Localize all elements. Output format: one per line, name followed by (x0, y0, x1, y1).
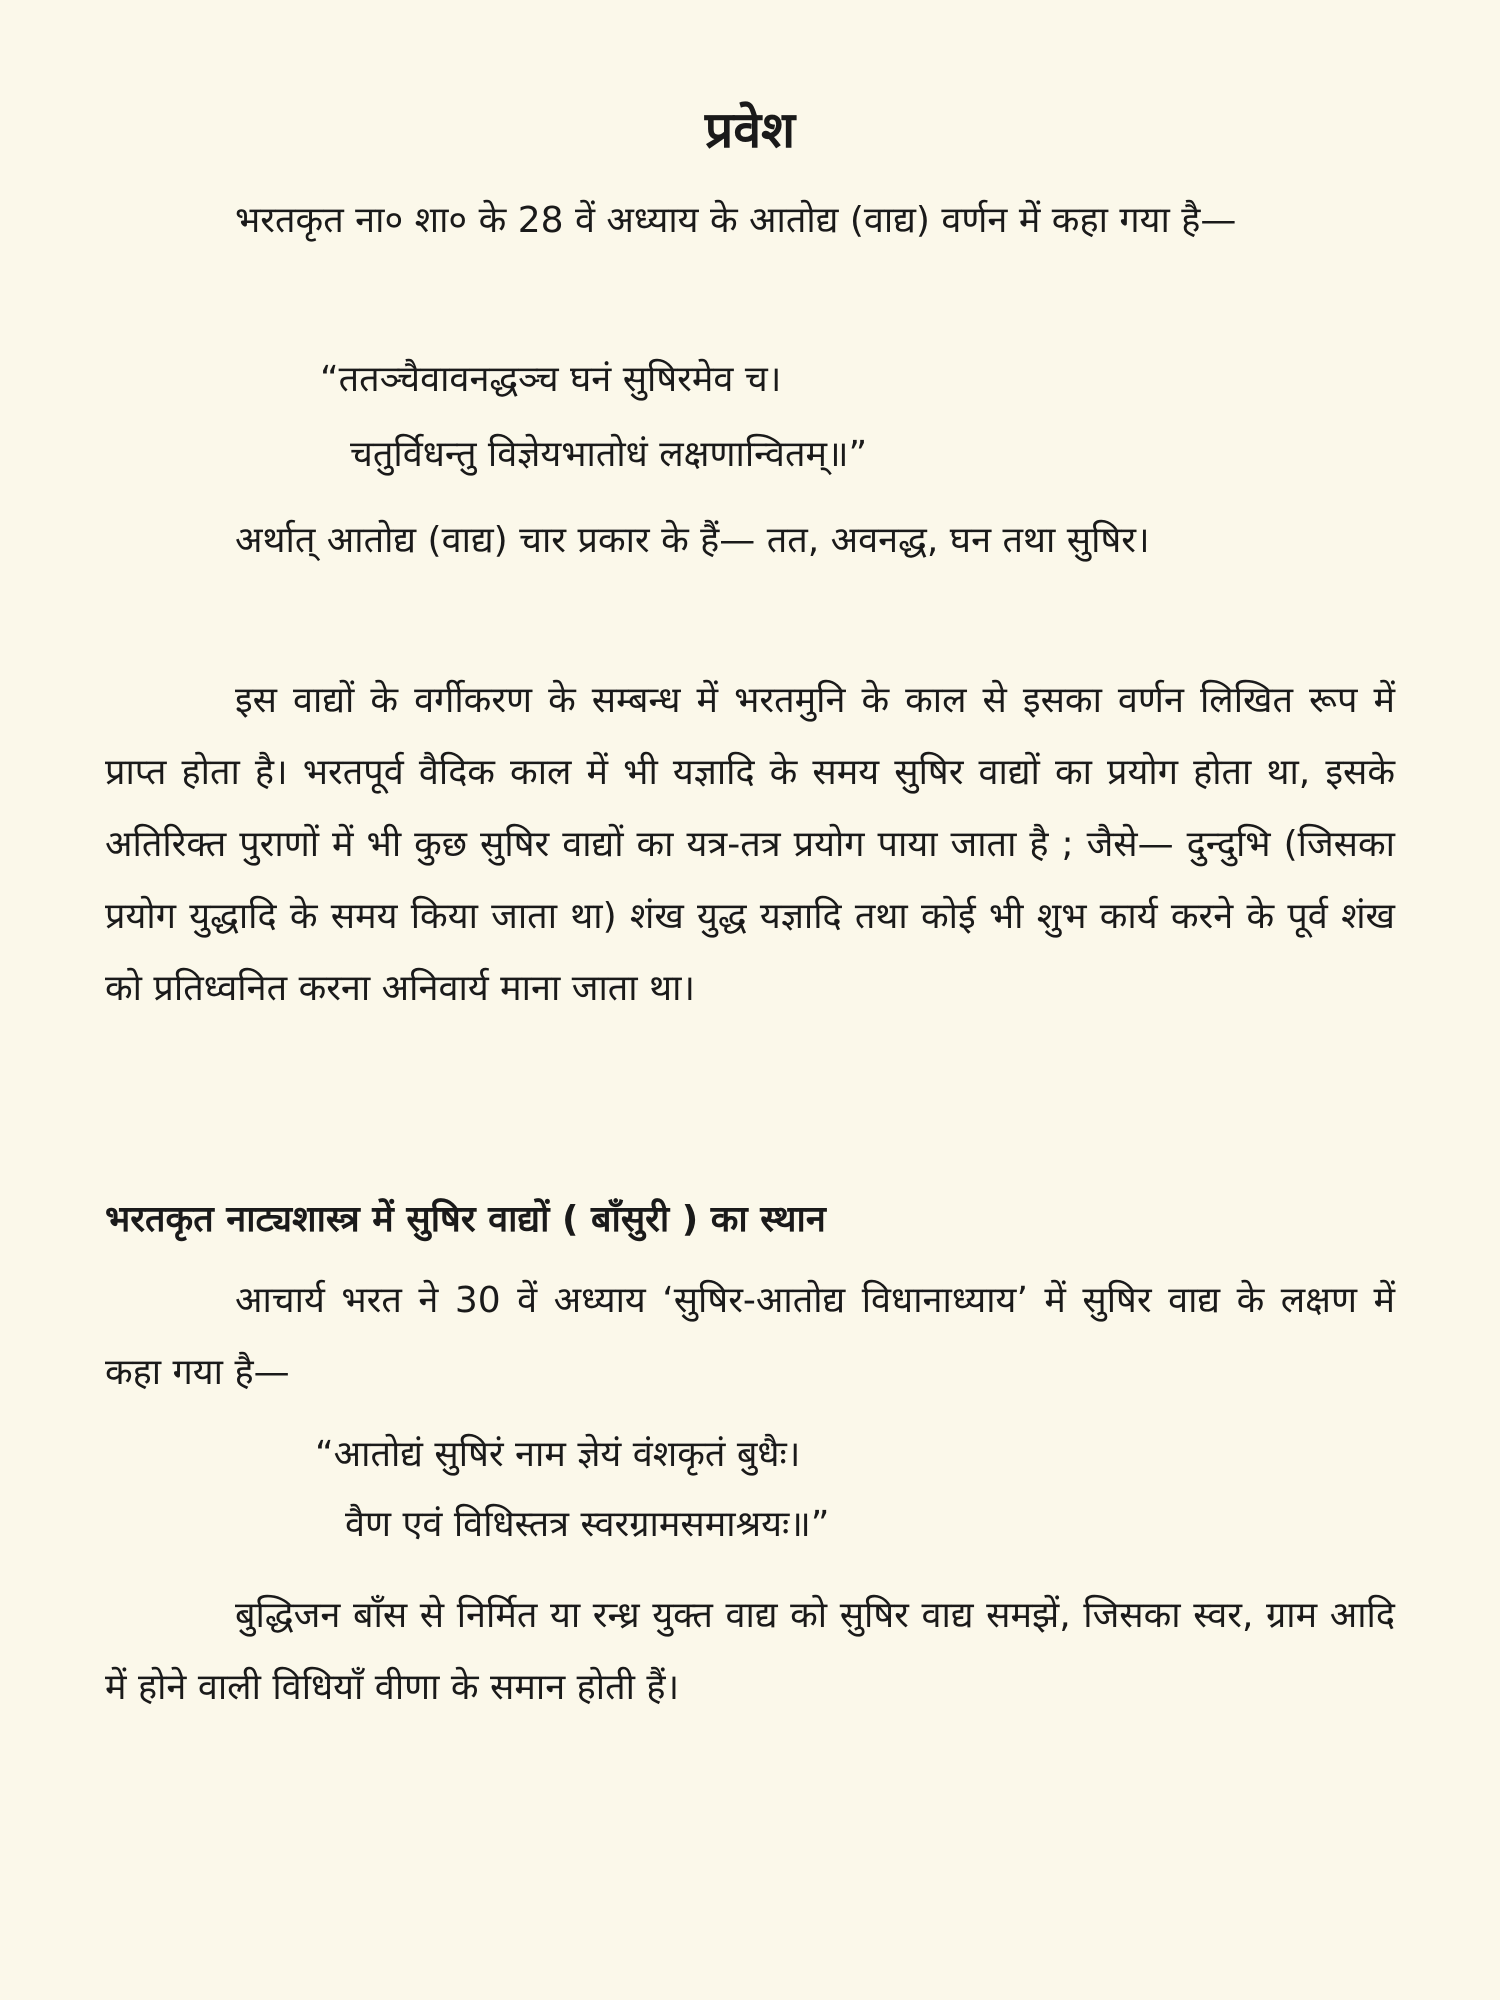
paragraph-acharya-text: आचार्य भरत ने 30 वें अध्याय ‘सुषिर-आतोद्य विधानाध्याय’ में सुषिर वाद्य के लक्षण में कहा गया है— (105, 1280, 1395, 1393)
paragraph-classification (105, 665, 1395, 1025)
verse1-line2: चतुर्विधन्तु विज्ञेयभातोधं लक्षणान्वितम्॥” (350, 434, 868, 475)
section-heading: भरतकृत नाट्यशास्त्र में सुषिर वाद्यों ( बाँसुरी ) का स्थान (105, 1199, 826, 1240)
verse2-line2: वैण एवं विधिस्तत्र स्वरग्रामसमाश्रयः॥” (345, 1504, 830, 1545)
paragraph-acharya (105, 1265, 1395, 1409)
paragraph-explanation-text: बुद्धिजन बाँस से निर्मित या रन्ध्र युक्त वाद्य को सुषिर वाद्य समझें, जिसका स्वर, ग्राम आदि में होने वाली विधियाँ वीणा के समान होती हैं। (105, 1595, 1395, 1708)
paragraph-intro-text: भरतकृत ना० शा० के 28 वें अध्याय के आतोद्य (वाद्य) वर्णन में कहा गया है— (235, 200, 1237, 241)
verse1-line1: “ततञ्चैवावनद्धञ्च घनं सुषिरमेव च। (320, 359, 782, 400)
page-title: प्रवेश (704, 101, 796, 159)
paragraph-intro (105, 185, 1395, 257)
verse2-line1: “आतोद्यं सुषिरं नाम ज्ञेयं वंशकृतं बुधैः। (315, 1434, 801, 1475)
paragraph-meaning-text: अर्थात् आतोद्य (वाद्य) चार प्रकार के हैं— तत, अवनद्ध, घन तथा सुषिर। (235, 520, 1150, 561)
paragraph-explanation (105, 1580, 1395, 1724)
paragraph-meaning (105, 505, 1395, 577)
paragraph-classification-text: इस वाद्यों के वर्गीकरण के सम्बन्ध में भरतमुनि के काल से इसका वर्णन लिखित रूप में प्राप्त होता है। भरतपूर्व वैदिक काल में भी यज्ञादि के समय सुषिर वाद्यों का प्रयोग होता था, इसके अतिरिक्त पुराणों में भी कुछ सुषिर वाद्यों का यत्र-तत्र प्रयोग पाया जाता है ; जैसे— दुन्दुभि (जिसका प्रयोग युद्धादि के समय किया जाता था) शंख युद्ध यज्ञादि तथा कोई भी शुभ कार्य करने के पूर्व शंख को प्रतिध्वनित करना अनिवार्य माना जाता था। (105, 680, 1395, 1009)
